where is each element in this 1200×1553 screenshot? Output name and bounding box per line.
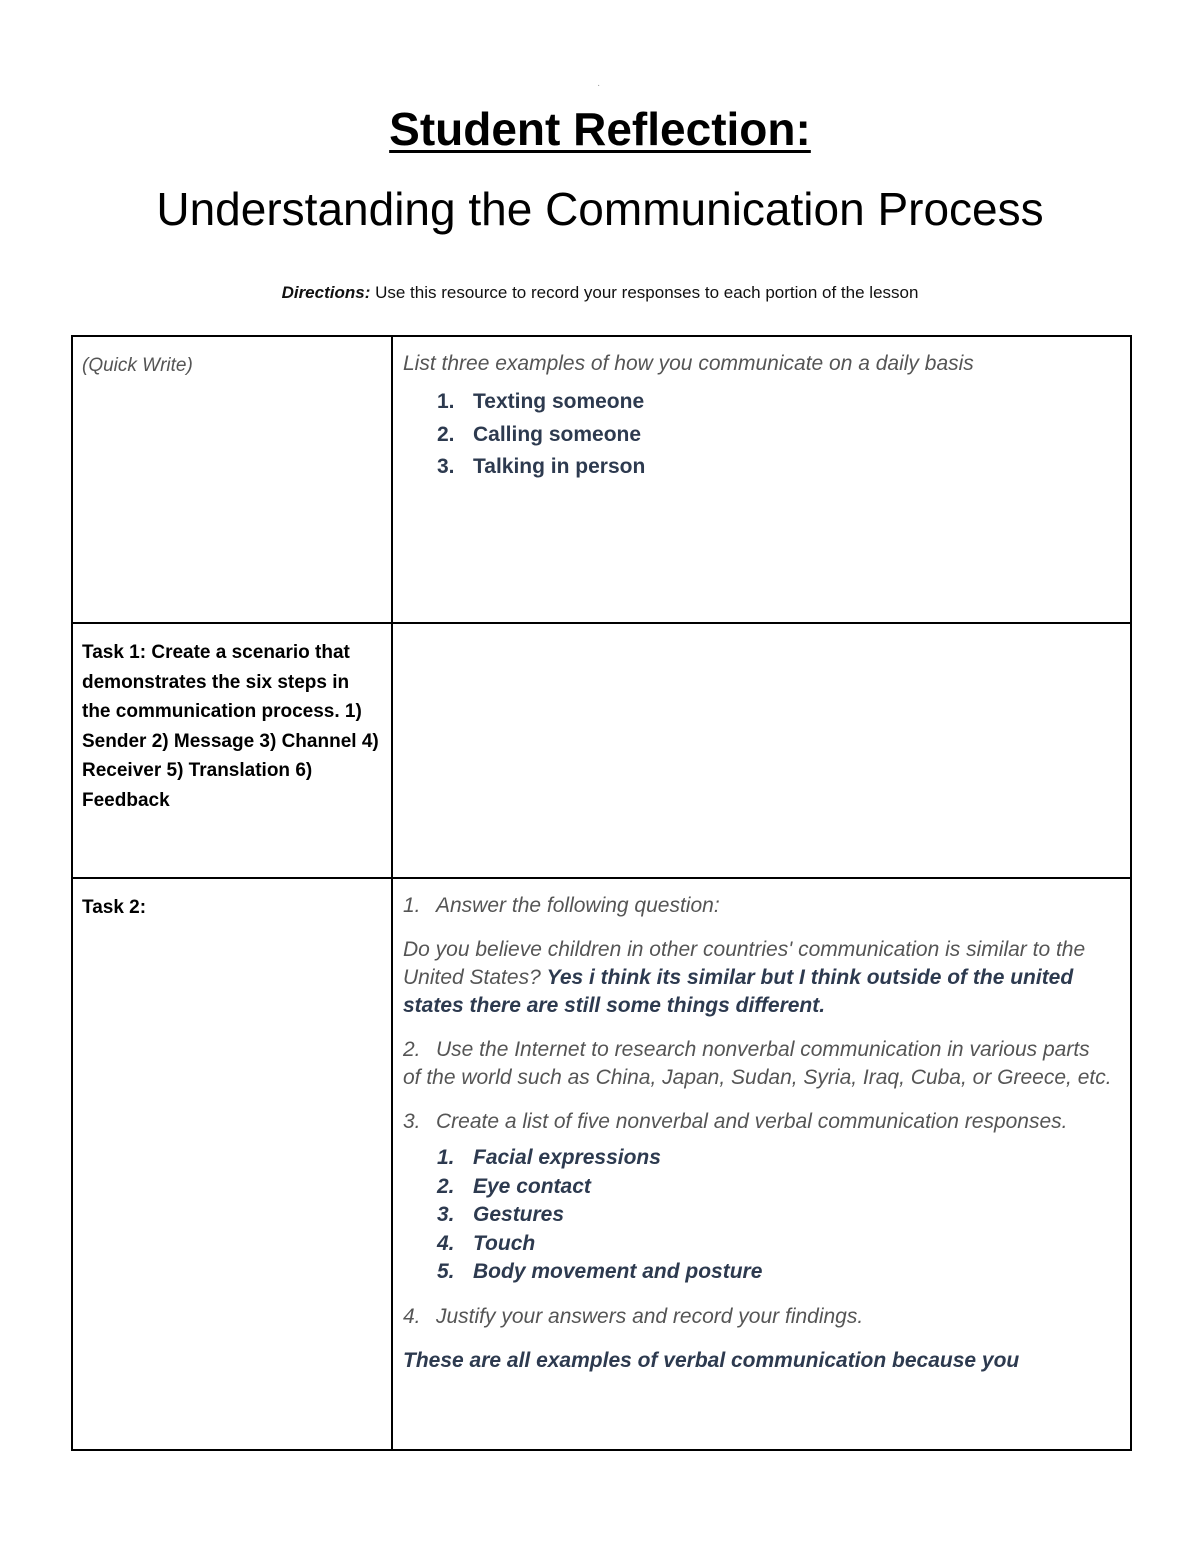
page-mark: · — [597, 80, 601, 91]
task1-label: Task 1: Create a scenario that demonstrates the six steps in the communication process. 1) Sender 2) Message 3) Channel 4) Receiver 5) Translation 6) Feedback — [82, 642, 379, 811]
list-item: 3. Gestures — [437, 1203, 565, 1226]
list-item: 1. Facial expressions — [437, 1146, 661, 1169]
task2-answer-1: Yes i think its similar but I think outside of the united states there are still some things different. — [403, 966, 1074, 1017]
quick-write-label: (Quick Write) — [82, 355, 193, 376]
task2-label-cell — [72, 878, 392, 1450]
quick-write-response-cell[interactable] — [392, 336, 1131, 623]
task2-question-1-text: Do you believe children in other countries' communication is similar to the United States? Yes i think its similar but I think outside of the united states there are still some things different. — [403, 938, 1086, 1017]
task2-question-3: 3. Create a list of five nonverbal and verbal communication responses. — [403, 1110, 1068, 1133]
task2-question-1: 1. Answer the following question: — [403, 894, 720, 917]
list-item: 2. Eye contact — [437, 1174, 591, 1198]
task2-answer-4: These are all examples of verbal communication because you — [403, 1348, 1020, 1372]
task2-answer-list — [403, 1144, 1112, 1287]
directions — [0, 283, 1200, 303]
reflection-table — [71, 335, 1132, 1451]
quick-write-label-cell — [72, 336, 392, 623]
page-title: Student Reflection: — [389, 103, 811, 155]
task2-label: Task 2: — [82, 897, 147, 918]
task1-label-cell — [72, 623, 392, 878]
directions-text: Use this resource to record your responses to each portion of the lesson — [370, 283, 919, 302]
table-row — [72, 336, 1131, 623]
task2-question-4: 4. Justify your answers and record your findings. — [403, 1304, 864, 1328]
list-item: 1. Texting someone — [437, 390, 645, 413]
quick-write-answer-list — [403, 386, 1112, 484]
task2-response-cell[interactable] — [392, 878, 1131, 1450]
task1-response-cell[interactable] — [392, 623, 1131, 878]
list-item: 3. Talking in person — [437, 455, 646, 478]
list-item: 5. Body movement and posture — [437, 1260, 763, 1283]
table-row — [72, 878, 1131, 1450]
list-item: 4. Touch — [437, 1231, 536, 1255]
page-subtitle: Understanding the Communication Process — [156, 183, 1044, 235]
list-item: 2. Calling someone — [437, 422, 642, 446]
task2-question-2: 2. Use the Internet to research nonverbal communication in various parts of the world such as China, Japan, Sudan, Syria, Iraq, Cuba, or Greece, etc. — [403, 1038, 1112, 1089]
directions-label: Directions: — [281, 283, 371, 302]
table-row — [72, 623, 1131, 878]
quick-write-prompt: List three examples of how you communicate on a daily basis — [403, 352, 974, 375]
